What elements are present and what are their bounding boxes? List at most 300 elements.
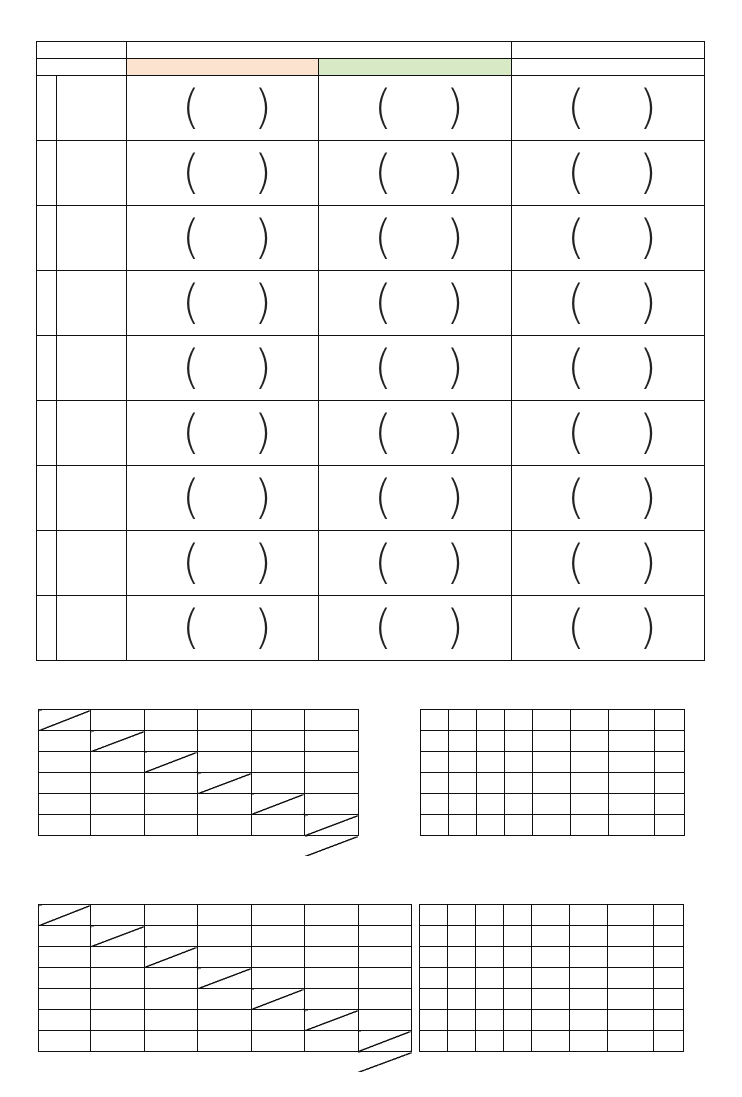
result-cell (144, 752, 198, 773)
stat-header (608, 710, 654, 731)
bracket-right: ) (639, 535, 657, 589)
stat-header (608, 905, 654, 926)
result-cell (305, 815, 359, 836)
result-cell (91, 968, 145, 989)
result-cell (251, 815, 305, 836)
match-cell (512, 401, 705, 466)
stat-cell (420, 1010, 448, 1031)
team-column-header (91, 905, 145, 926)
stat-cell (476, 968, 504, 989)
result-cell (305, 752, 359, 773)
result-cell (144, 815, 198, 836)
bracket-right: ) (446, 210, 464, 264)
result-cell (198, 1010, 252, 1031)
standings-row (39, 815, 685, 836)
stat-cell (532, 947, 570, 968)
stat-cell (532, 989, 570, 1010)
match-order (37, 466, 57, 531)
team-row-header (39, 731, 91, 752)
match-cell (127, 271, 319, 336)
schedule-row (37, 76, 705, 141)
bracket-left: ( (567, 80, 585, 134)
standings-row (39, 731, 685, 752)
spacer-cell (412, 989, 420, 1010)
blank-cell (198, 1052, 252, 1073)
team-row-header (39, 947, 91, 968)
result-cell (198, 989, 252, 1010)
start-time (57, 76, 127, 141)
result-cell (144, 1031, 198, 1052)
bracket-left: ( (374, 275, 392, 329)
schedule-row (37, 531, 705, 596)
match-cell (319, 76, 512, 141)
schedule-row (37, 206, 705, 271)
date-3 (512, 59, 705, 76)
spacer-cell (358, 710, 420, 731)
result-cell (198, 968, 252, 989)
result-cell (251, 947, 305, 968)
stat-cell (448, 926, 476, 947)
result-cell (198, 794, 252, 815)
bracket-right: ) (639, 275, 657, 329)
stat-cell (476, 773, 504, 794)
spacer-cell (412, 968, 420, 989)
stat-cell (476, 926, 504, 947)
result-cell (198, 731, 252, 752)
team-row-header (39, 968, 91, 989)
epart-standings-table (38, 709, 685, 856)
bracket-right: ) (446, 535, 464, 589)
spacer-cell (358, 731, 420, 752)
spacer-cell (358, 752, 420, 773)
match-cell (319, 466, 512, 531)
stat-header (654, 905, 684, 926)
stat-header (654, 710, 684, 731)
match-cell (512, 336, 705, 401)
bracket-right: ) (254, 210, 272, 264)
bracket-right: ) (254, 80, 272, 134)
team-column-header (198, 710, 252, 731)
venue-label (37, 42, 127, 59)
stat-cell (476, 1031, 504, 1052)
stat-cell (654, 926, 684, 947)
blank-cell (251, 836, 305, 857)
stat-cell (448, 731, 476, 752)
stat-header (420, 905, 448, 926)
stat-cell (532, 1031, 570, 1052)
bracket-right: ) (639, 145, 657, 199)
stat-cell (654, 815, 684, 836)
blank-cell (144, 836, 198, 857)
match-order (37, 141, 57, 206)
match-cell (512, 531, 705, 596)
bracket-right: ) (254, 340, 272, 394)
stat-cell (420, 773, 448, 794)
match-cell (127, 401, 319, 466)
bracket-left: ( (374, 470, 392, 524)
match-order (37, 206, 57, 271)
match-cell (512, 206, 705, 271)
match-order (37, 336, 57, 401)
bracket-left: ( (374, 405, 392, 459)
result-cell (144, 794, 198, 815)
bracket-right: ) (639, 470, 657, 524)
match-cell (127, 466, 319, 531)
stat-header (532, 710, 570, 731)
result-cell (358, 1031, 412, 1052)
match-cell (127, 596, 319, 661)
bracket-left: ( (182, 145, 200, 199)
bracket-right: ) (639, 340, 657, 394)
stat-header (448, 905, 476, 926)
result-cell (91, 926, 145, 947)
stat-cell (608, 1010, 654, 1031)
spacer-cell (412, 1010, 420, 1031)
team-row-header (39, 773, 91, 794)
team-column-header (305, 905, 359, 926)
result-cell (198, 926, 252, 947)
bracket-right: ) (446, 145, 464, 199)
stat-cell (420, 926, 448, 947)
result-cell (91, 815, 145, 836)
bracket-left: ( (182, 405, 200, 459)
standings-row (39, 947, 684, 968)
result-cell (91, 752, 145, 773)
stat-cell (504, 815, 532, 836)
schedule-row (37, 271, 705, 336)
stat-cell (654, 1031, 684, 1052)
match-cell (319, 401, 512, 466)
stat-cell (448, 1010, 476, 1031)
match-order (37, 531, 57, 596)
stat-cell (476, 794, 504, 815)
result-cell (251, 968, 305, 989)
stat-cell (476, 815, 504, 836)
stat-cell (654, 947, 684, 968)
start-time (57, 141, 127, 206)
bracket-right: ) (446, 80, 464, 134)
result-cell (144, 1010, 198, 1031)
stat-header (448, 710, 476, 731)
team-column-header (144, 905, 198, 926)
schedule-table (36, 41, 705, 661)
result-cell (91, 989, 145, 1010)
match-cell (319, 336, 512, 401)
stat-cell (420, 947, 448, 968)
standings-row (39, 794, 685, 815)
match-cell (127, 141, 319, 206)
match-cell (319, 596, 512, 661)
result-cell (198, 773, 252, 794)
match-cell (512, 596, 705, 661)
bracket-left: ( (182, 600, 200, 654)
start-time (57, 271, 127, 336)
team-row-header (39, 926, 91, 947)
result-cell (305, 1010, 359, 1031)
bracket-left: ( (567, 600, 585, 654)
stat-cell (608, 752, 654, 773)
blank-cell (305, 1052, 359, 1073)
stat-cell (570, 968, 608, 989)
match-cell (319, 141, 512, 206)
stat-header (570, 710, 608, 731)
result-cell (305, 926, 359, 947)
spacer-cell (412, 1031, 420, 1052)
stat-cell (608, 926, 654, 947)
stat-cell (504, 989, 532, 1010)
bracket-left: ( (374, 600, 392, 654)
stat-cell (608, 947, 654, 968)
bracket-left: ( (182, 340, 200, 394)
stat-cell (504, 947, 532, 968)
result-cell (91, 773, 145, 794)
result-cell (144, 773, 198, 794)
result-cell (251, 752, 305, 773)
stat-cell (532, 794, 570, 815)
match-cell (512, 141, 705, 206)
schedule-row (37, 141, 705, 206)
stat-cell (654, 731, 684, 752)
team-column-header (144, 710, 198, 731)
match-order (37, 271, 57, 336)
match-cell (319, 271, 512, 336)
blank-cell (91, 836, 145, 857)
stat-cell (448, 794, 476, 815)
team-row-header (39, 989, 91, 1010)
result-cell (144, 968, 198, 989)
stat-cell (504, 968, 532, 989)
stat-cell (420, 968, 448, 989)
start-time (57, 336, 127, 401)
result-cell (305, 989, 359, 1010)
stat-cell (570, 947, 608, 968)
bracket-left: ( (567, 535, 585, 589)
stat-header (504, 710, 532, 731)
bracket-right: ) (446, 340, 464, 394)
stat-cell (570, 752, 608, 773)
result-cell (251, 731, 305, 752)
blank-cell (91, 1052, 145, 1073)
standings-row (39, 926, 684, 947)
stat-cell (654, 989, 684, 1010)
result-cell (305, 773, 359, 794)
stat-cell (420, 1031, 448, 1052)
standings-row (39, 752, 685, 773)
result-cell (91, 794, 145, 815)
stat-cell (608, 815, 654, 836)
stat-cell (532, 773, 570, 794)
stat-cell (476, 731, 504, 752)
bracket-left: ( (182, 470, 200, 524)
stat-cell (570, 815, 608, 836)
stat-cell (532, 731, 570, 752)
stat-cell (570, 773, 608, 794)
result-cell (144, 947, 198, 968)
bracket-left: ( (182, 535, 200, 589)
blank-cell (251, 1052, 305, 1073)
stat-cell (504, 794, 532, 815)
stat-cell (476, 947, 504, 968)
spacer-cell (358, 815, 420, 836)
spacer-cell (412, 926, 420, 947)
result-cell (305, 1031, 359, 1052)
spacer-cell (412, 947, 420, 968)
match-cell (127, 76, 319, 141)
stat-cell (420, 752, 448, 773)
result-cell (305, 968, 359, 989)
schedule-row (37, 596, 705, 661)
spacer-cell (358, 794, 420, 815)
bracket-right: ) (254, 275, 272, 329)
bracket-left: ( (567, 210, 585, 264)
stat-cell (532, 815, 570, 836)
stat-cell (420, 989, 448, 1010)
bracket-right: ) (639, 600, 657, 654)
result-cell (251, 794, 305, 815)
bracket-right: ) (639, 210, 657, 264)
result-cell (91, 947, 145, 968)
team-column-header (358, 905, 412, 926)
result-cell (305, 731, 359, 752)
stat-cell (532, 968, 570, 989)
bracket-right: ) (446, 470, 464, 524)
bracket-left: ( (182, 80, 200, 134)
result-cell (305, 947, 359, 968)
stat-cell (504, 731, 532, 752)
start-time (57, 531, 127, 596)
match-cell (127, 336, 319, 401)
bracket-left: ( (374, 210, 392, 264)
standings-closing-row (39, 1052, 684, 1073)
bracket-right: ) (254, 405, 272, 459)
stat-cell (448, 989, 476, 1010)
stat-cell (570, 989, 608, 1010)
blank-cell (39, 836, 91, 857)
team-row-header (39, 1031, 91, 1052)
match-cell (512, 271, 705, 336)
start-time (57, 596, 127, 661)
stat-header (532, 905, 570, 926)
stat-cell (448, 752, 476, 773)
team-row-header (39, 815, 91, 836)
result-cell (251, 1010, 305, 1031)
result-cell (251, 989, 305, 1010)
bracket-right: ) (254, 535, 272, 589)
result-cell (144, 926, 198, 947)
team-row-header (39, 1010, 91, 1031)
team-row-header (39, 752, 91, 773)
standings-row (39, 1010, 684, 1031)
match-cell (127, 206, 319, 271)
schedule-row (37, 466, 705, 531)
bracket-right: ) (446, 275, 464, 329)
stat-cell (654, 773, 684, 794)
spacer-cell (358, 773, 420, 794)
bracket-left: ( (182, 210, 200, 264)
blank-cell (198, 836, 252, 857)
match-order (37, 401, 57, 466)
stat-header (476, 710, 504, 731)
standings-row (39, 773, 685, 794)
stat-cell (608, 773, 654, 794)
stat-header (476, 905, 504, 926)
venue-name (127, 42, 512, 59)
stat-cell (532, 1010, 570, 1031)
team-column-header (198, 905, 252, 926)
schedule-row (37, 401, 705, 466)
bracket-left: ( (567, 275, 585, 329)
result-cell (198, 752, 252, 773)
result-cell (91, 1031, 145, 1052)
stat-cell (448, 968, 476, 989)
match-cell (512, 76, 705, 141)
stat-cell (504, 1031, 532, 1052)
standings-closing-row (39, 836, 685, 857)
stat-cell (608, 794, 654, 815)
stat-cell (476, 989, 504, 1010)
corner-cell (39, 905, 91, 926)
result-cell (358, 989, 412, 1010)
result-cell (358, 1010, 412, 1031)
result-cell (358, 968, 412, 989)
bracket-right: ) (446, 600, 464, 654)
bracket-left: ( (374, 80, 392, 134)
start-time (57, 206, 127, 271)
bracket-right: ) (254, 145, 272, 199)
result-cell (198, 1031, 252, 1052)
bracket-left: ( (374, 340, 392, 394)
bracket-right: ) (639, 405, 657, 459)
stat-cell (654, 968, 684, 989)
team-column-header (91, 710, 145, 731)
blank-cell (39, 1052, 91, 1073)
standings-row (39, 989, 684, 1010)
match-order (37, 596, 57, 661)
stat-header (420, 710, 448, 731)
stat-cell (504, 773, 532, 794)
stat-cell (504, 926, 532, 947)
bracket-right: ) (446, 405, 464, 459)
start-time (57, 401, 127, 466)
bracket-right: ) (639, 80, 657, 134)
stat-cell (448, 1031, 476, 1052)
result-cell (251, 926, 305, 947)
stat-cell (448, 815, 476, 836)
bracket-right: ) (254, 470, 272, 524)
date-1 (127, 59, 319, 76)
stat-cell (532, 752, 570, 773)
order-time-label (37, 59, 127, 76)
result-cell (198, 947, 252, 968)
bracket-left: ( (182, 275, 200, 329)
standings-row (39, 1031, 684, 1052)
bracket-left: ( (374, 145, 392, 199)
match-cell (319, 206, 512, 271)
result-cell (91, 731, 145, 752)
result-cell (198, 815, 252, 836)
bracket-left: ( (374, 535, 392, 589)
date-2 (319, 59, 512, 76)
bracket-left: ( (567, 405, 585, 459)
stat-cell (608, 968, 654, 989)
bracket-left: ( (567, 470, 585, 524)
stat-cell (504, 752, 532, 773)
match-order (37, 76, 57, 141)
stat-cell (570, 794, 608, 815)
cpart-standings-table (38, 904, 684, 1072)
stat-cell (570, 731, 608, 752)
result-cell (251, 773, 305, 794)
